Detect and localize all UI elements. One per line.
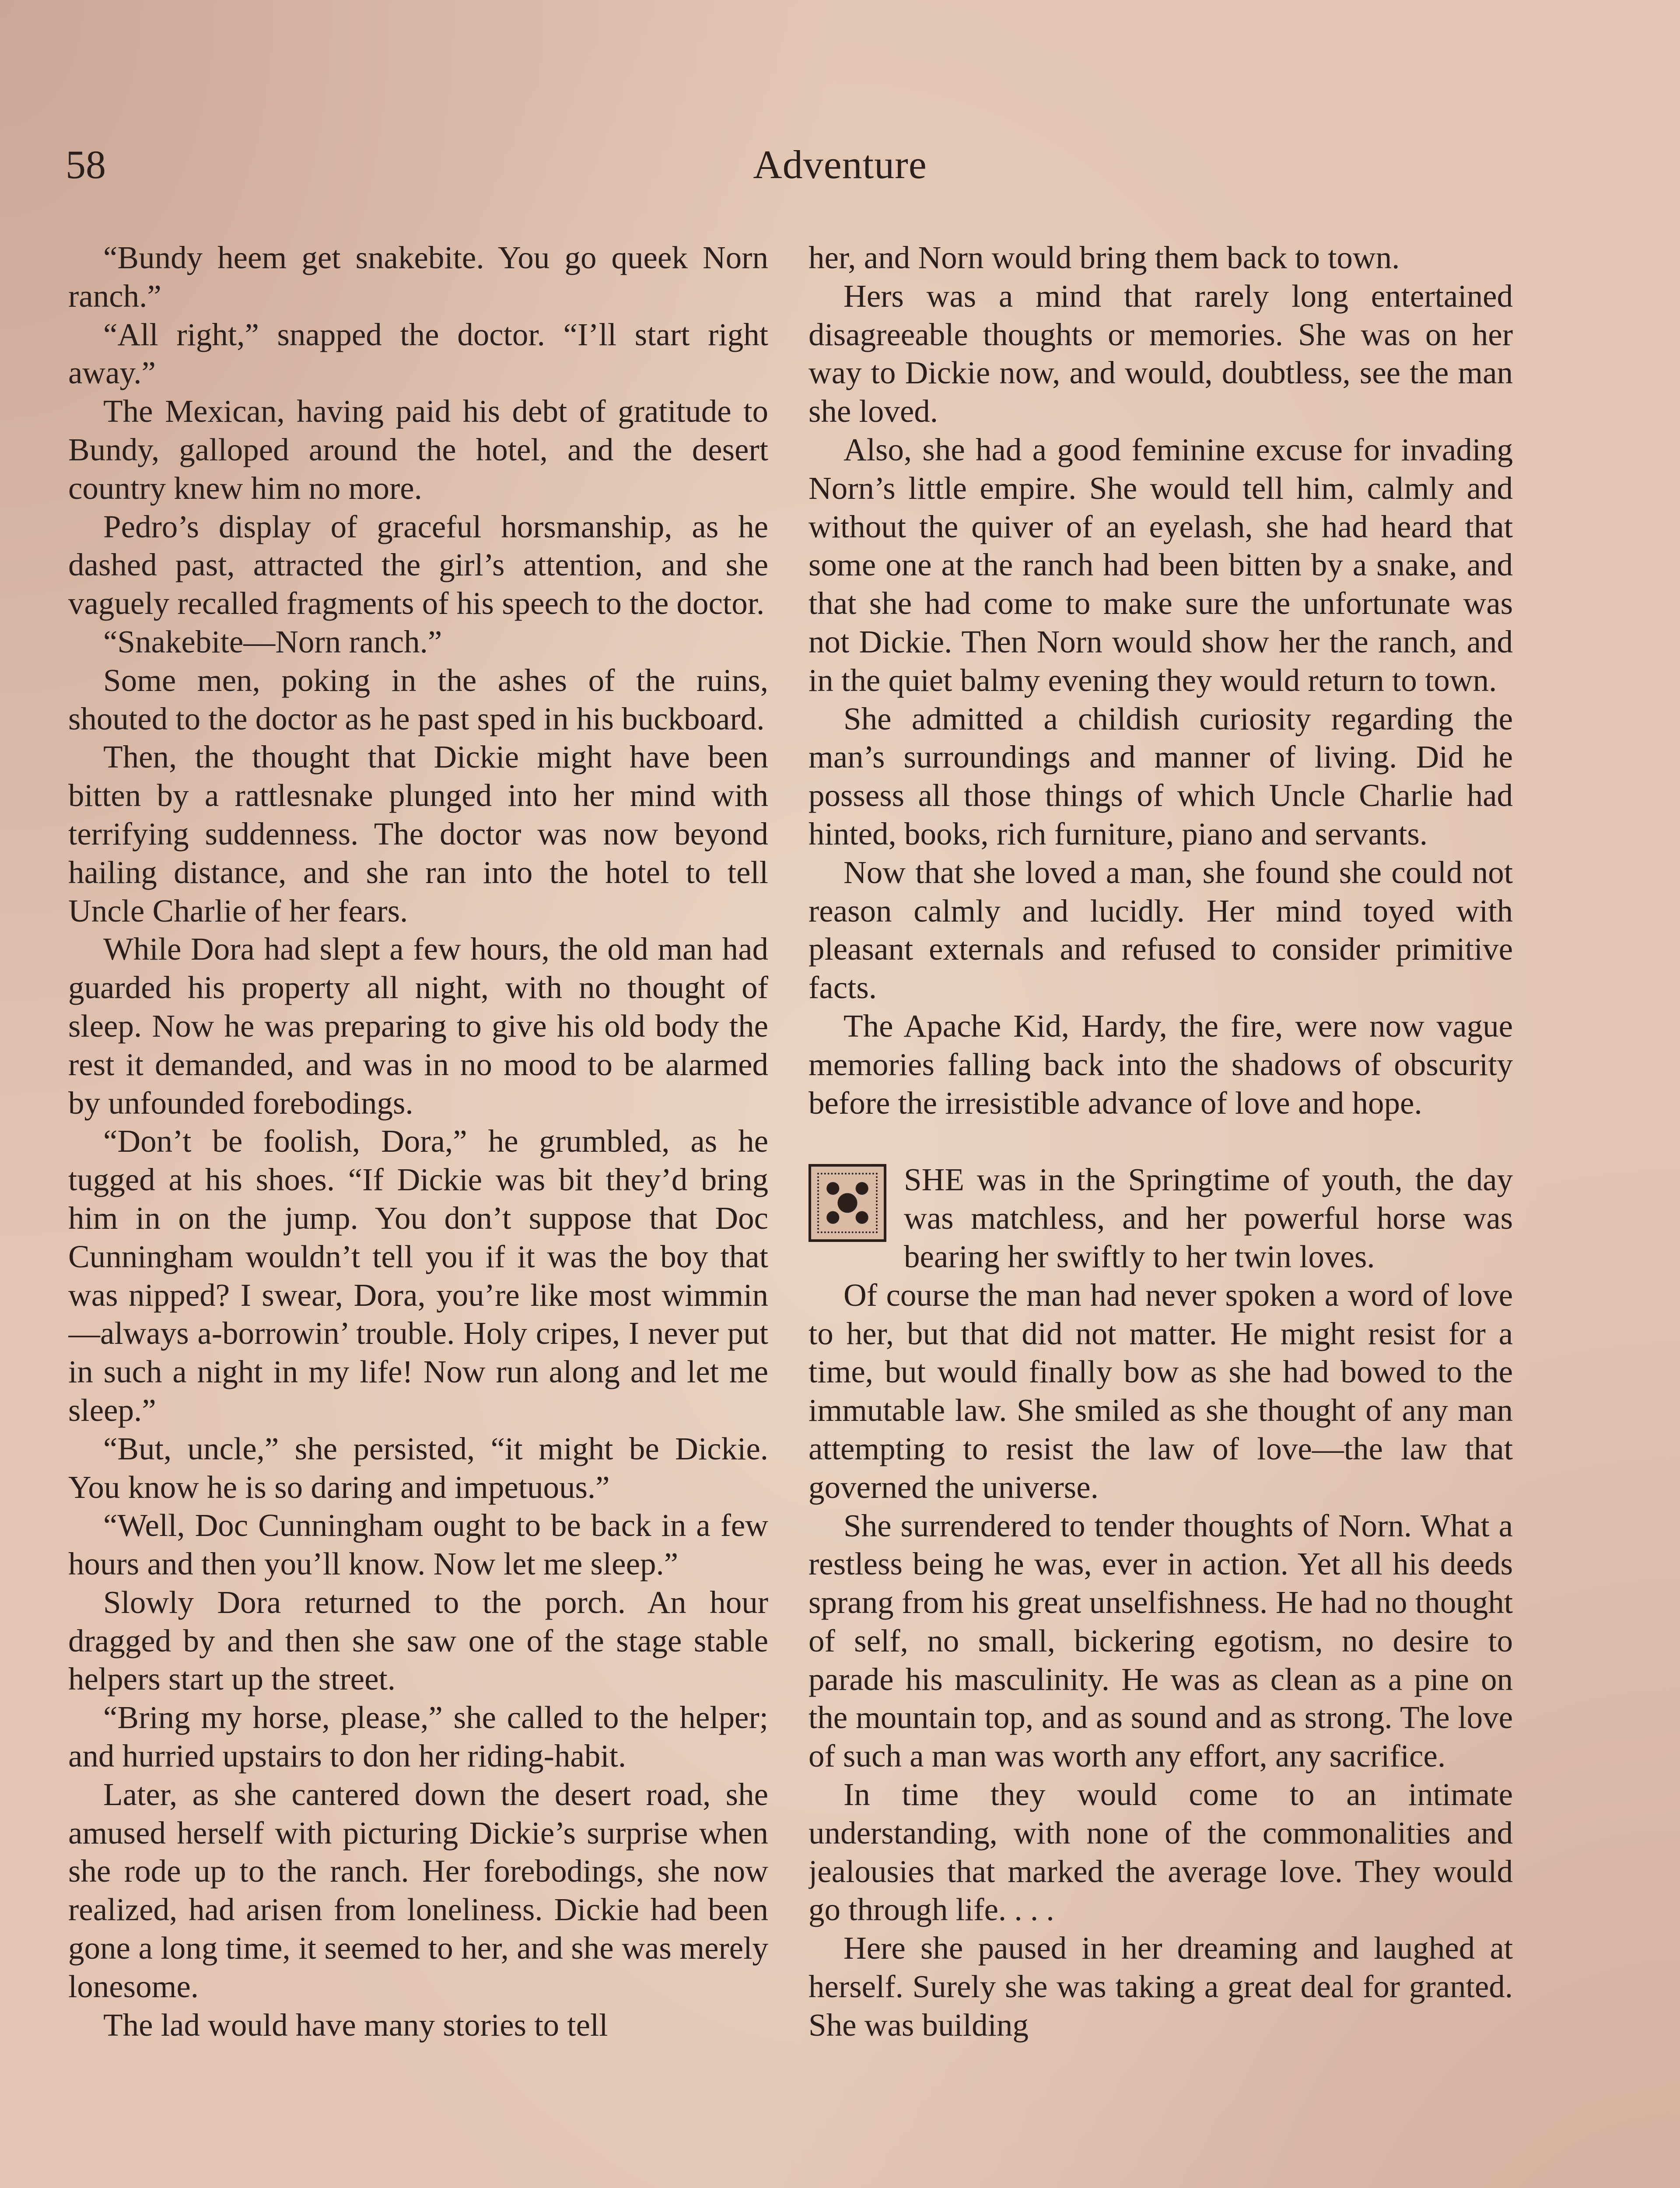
- paragraph: “Don’t be foolish, Dora,” he grumbled, as he tugged at his shoes. “If Dickie was bit they’d bring him in on the jump. You don’t suppose that Doc Cunningham wouldn’t tell you if it was the boy that was nipped? I swear, Dora, you’re like most wimmin—always a-borrowin’ trouble. Holy cripes, I never put in such a night in my life! Now run along and let me sleep.”: [68, 1123, 768, 1428]
- paragraph: The Apache Kid, Hardy, the fire, were now vague memories falling back into the shadows of obscurity before the irresistible advance of love and hope.: [808, 1008, 1513, 1121]
- left-column: [68, 238, 768, 2188]
- paragraph: “Snakebite—Norn ranch.”: [103, 624, 442, 659]
- paragraph: Of course the man had never spoken a word of love to her, but that did not matter. He might resist for a time, but would finally bow as she had bowed to the immutable law. She smiled as she thought of any man attempting to resist the law of love—the law that governed the universe.: [808, 1277, 1513, 1505]
- paragraph: “But, uncle,” she persisted, “it might be Dickie. You know he is so daring and impetuous.”: [68, 1431, 768, 1505]
- paragraph: She surrendered to tender thoughts of Norn. What a restless being he was, ever in action. Yet all his deeds sprang from his great unselfishness. He had no thought of self, no small, bickering egotism, no desire to parade his masculinity. He was as clean as a pine on the mountain top, and as sound and as strong. The love of such a man was worth any effort, any sacrifice.: [808, 1508, 1513, 1774]
- paragraph: Later, as she cantered down the desert road, she amused herself with picturing Dickie’s surprise when she rode up to the ranch. Her forebodings, she now realized, had arisen from loneliness. Dickie had been gone a long time, it seemed to her, and she was merely lonesome.: [68, 1776, 768, 2004]
- paragraph: Now that she loved a man, she found she could not reason calmly and lucidly. Her mind toyed with pleasant externals and refused to consider primitive facts.: [808, 854, 1513, 1006]
- paragraph: Then, the thought that Dickie might have been bitten by a rattlesnake plunged into her mind with terrifying suddenness. The doctor was now beyond hailing distance, and she ran into the hotel to tell Uncle Charlie of her fears.: [68, 739, 768, 929]
- paragraph: While Dora had slept a few hours, the old man had guarded his property all night, with no thought of sleep. Now he was preparing to give his old body the rest it demanded, and was in no mood to be alarmed by unfounded forebodings.: [68, 931, 768, 1121]
- continued-paragraph: her, and Norn would bring them back to town.: [808, 240, 1400, 275]
- section-break: [808, 1122, 1513, 1161]
- paragraph: The Mexican, having paid his debt of gratitude to Bundy, galloped around the hotel, and the desert country knew him no more.: [68, 393, 768, 506]
- section-opening: [808, 1161, 1513, 1276]
- running-head-title: Adventure: [753, 142, 927, 187]
- paragraph: In time they would come to an intimate understanding, with none of the commonalities and jealousies that marked the average love. They would go through life. . . .: [808, 1777, 1513, 1928]
- ornament-icon: [808, 1164, 886, 1242]
- section-opening-paragraph: SHE was in the Springtime of youth, the day was matchless, and her powerful horse was bearing her swiftly to her twin loves.: [904, 1162, 1513, 1274]
- paragraph: Hers was a mind that rarely long entertained disagreeable thoughts or memories. She was on her way to Dickie now, and would, doubtless, see the man she loved.: [808, 278, 1513, 429]
- paragraph: She admitted a childish curiosity regarding the man’s surroundings and manner of living. Did he possess all those things of which Uncle Charlie had hinted, books, rich furniture, piano and servants.: [808, 701, 1513, 852]
- paragraph: “All right,” snapped the doctor. “I’ll start right away.”: [68, 316, 768, 391]
- page-number: 58: [66, 142, 106, 187]
- paragraph: “Bring my horse, please,” she called to the helper; and hurried upstairs to don her riding-habit.: [68, 1700, 768, 1774]
- paragraph: “Well, Doc Cunningham ought to be back in a few hours and then you’ll know. Now let me sleep.”: [68, 1508, 768, 1582]
- paragraph: Also, she had a good feminine excuse for invading Norn’s little empire. She would tell him, calmly and without the quiver of an eyelash, she had heard that some one at the ranch had been bitten by a snake, and that she had come to make sure the unfortunate was not Dickie. Then Norn would show her the ranch, and in the quiet balmy evening they would return to town.: [808, 431, 1513, 698]
- paragraph: Pedro’s display of graceful horsmanship, as he dashed past, attracted the girl’s attention, and she vaguely recalled fragments of his speech to the doctor.: [68, 508, 768, 621]
- paragraph: Some men, poking in the ashes of the ruins, shouted to the doctor as he past sped in his buckboard.: [68, 662, 768, 736]
- paragraph: Here she paused in her dreaming and laughed at herself. Surely she was taking a great deal for granted. She was building: [808, 1930, 1513, 2043]
- paragraph: Slowly Dora returned to the porch. An hour dragged by and then she saw one of the stage stable helpers start up the street.: [68, 1584, 768, 1697]
- paragraph: The lad would have many stories to tell: [103, 2007, 608, 2043]
- right-column: [808, 238, 1513, 2188]
- paragraph: “Bundy heem get snakebite. You go queek Norn ranch.”: [68, 240, 768, 314]
